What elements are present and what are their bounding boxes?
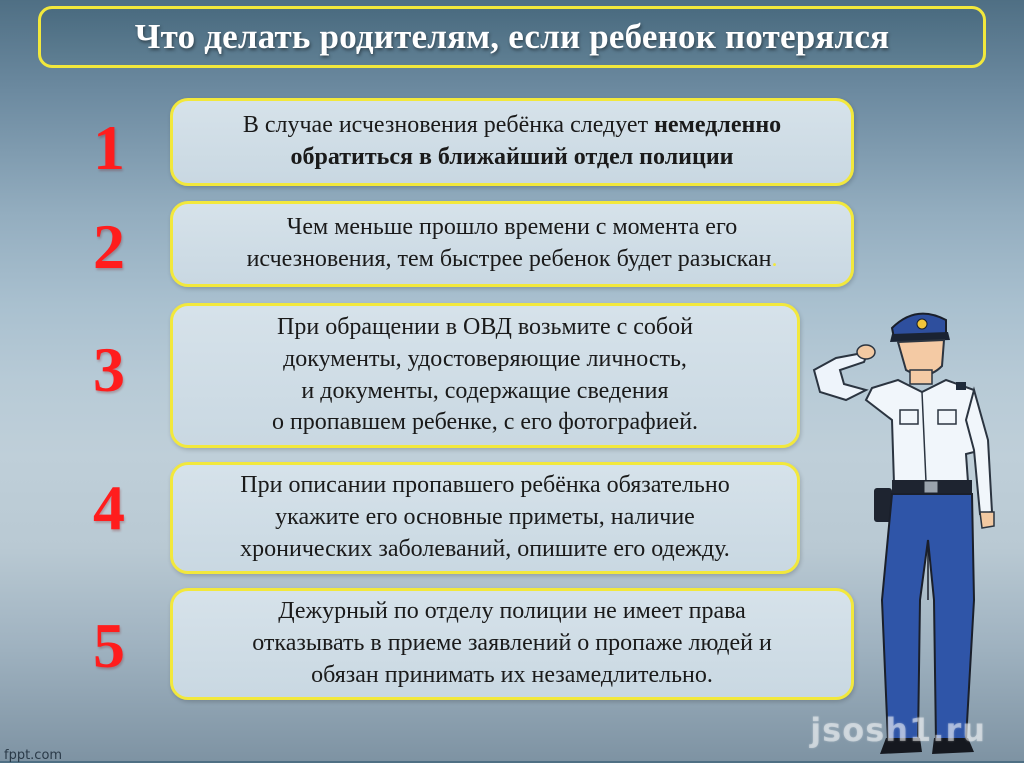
step-number-1: 1: [93, 112, 125, 183]
step-text-line: [243, 110, 781, 142]
step-text-segment: и документы, содержащие сведения: [301, 377, 669, 404]
step-card-2: [170, 201, 854, 287]
step-text-line: [252, 660, 772, 692]
footer-credit: fppt.com: [4, 748, 63, 763]
step-text-line: [252, 596, 772, 628]
step-number-5: 5: [93, 610, 125, 681]
step-text-line: [247, 244, 778, 276]
step-card-1: [170, 98, 854, 186]
step-text: [243, 110, 781, 173]
step-card-4: [170, 462, 800, 574]
police-officer-illustration: [806, 300, 1006, 761]
step-text-line: [247, 212, 778, 244]
step-card-5: [170, 588, 854, 700]
step-text: [247, 212, 778, 275]
step-card-3: [170, 303, 800, 448]
step-text-segment: .: [771, 246, 778, 272]
step-text-segment: документы, удостоверяющие личность,: [283, 345, 687, 372]
step-text-line: [243, 142, 781, 174]
step-text-line: [240, 470, 730, 502]
step-number-3: 3: [93, 334, 125, 405]
step-text: [240, 470, 730, 565]
step-text-segment: Дежурный по отделу полиции не имеет права: [278, 598, 746, 625]
step-text-line: [240, 534, 730, 566]
step-text-segment: обязан принимать их незамедлительно.: [311, 661, 713, 688]
step-text-segment: При описании пропавшего ребёнка обязательно: [240, 472, 730, 499]
step-text-line: [272, 407, 698, 439]
step-text-segment: При обращении в ОВД возьмите с собой: [277, 314, 693, 341]
step-number-2: 2: [93, 211, 125, 282]
step-text-segment: немедленно: [654, 112, 782, 139]
step-text-segment: обратиться в ближайший отдел полиции: [290, 144, 734, 170]
title-banner: [38, 6, 986, 68]
step-text-line: [272, 376, 698, 408]
step-text: [272, 312, 698, 439]
step-text-segment: о пропавшем ребенке, с его фотографией.: [271, 409, 699, 436]
step-text-segment: исчезновения, тем быстрее ребенок будет разыскан: [246, 246, 772, 272]
page-title: Что делать родителям, если ребенок потерялся: [134, 17, 890, 56]
step-text-line: [272, 344, 698, 376]
step-text-line: [240, 502, 730, 534]
step-text-line: [252, 628, 772, 660]
step-number-4: 4: [93, 472, 125, 543]
watermark: jsosh1.ru: [810, 711, 986, 749]
step-text-segment: отказывать в приеме заявлений о пропаже людей и: [252, 630, 772, 657]
step-text-segment: В случае исчезновения ребёнка следует: [242, 112, 655, 139]
step-text-segment: укажите его основные приметы, наличие: [275, 504, 695, 531]
step-text-segment: Чем меньше прошло времени с момента его: [286, 214, 738, 241]
step-text: [252, 596, 772, 691]
step-text-segment: хронических заболеваний, опишите его одежду.: [240, 535, 730, 562]
step-text-line: [272, 312, 698, 344]
